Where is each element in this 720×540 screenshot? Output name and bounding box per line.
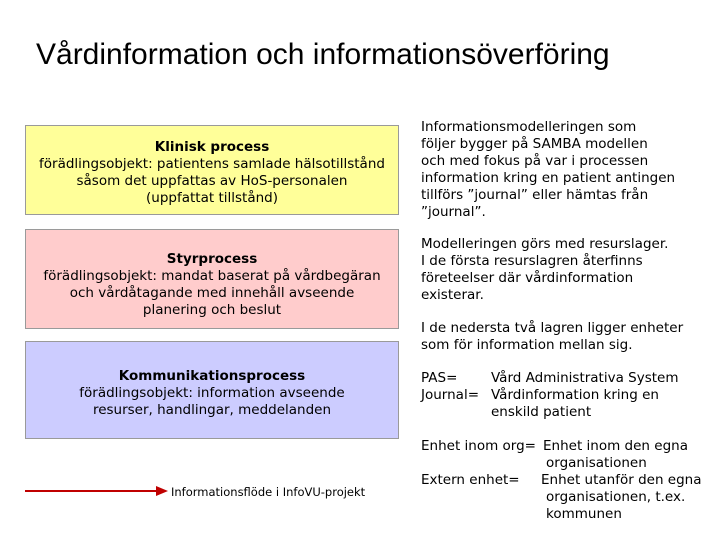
definition-term: PAS= [421, 370, 458, 386]
kommunikationsprocess-box [25, 341, 399, 439]
box-line: planering och beslut [142, 302, 282, 318]
text-line: ”journal”. [421, 204, 486, 220]
definition-value: Enhet inom den egna [543, 438, 688, 454]
text-line: I de nedersta två lagren ligger enheter [421, 320, 684, 336]
box-line: förädlingsobjekt: information avseende [79, 385, 345, 401]
paragraph-resource-layers [421, 236, 711, 304]
definition-term: Extern enhet= [421, 472, 520, 488]
box-line: (uppfattat tillstånd) [146, 190, 278, 206]
text-line: och med fokus på var i processen [421, 153, 649, 169]
text-line: I de första resurslagren återfinns [421, 253, 643, 269]
box-line: förädlingsobjekt: mandat baserat på vårdbegäran [43, 268, 381, 284]
definition-value: Vård Administrativa System [491, 370, 679, 386]
box-line: såsom det uppfattas av HoS-personalen [76, 173, 348, 189]
definition-journal-cont: enskild patient [491, 404, 592, 420]
text-line: existerar. [421, 287, 484, 303]
text-line: följer bygger på SAMBA modellen [421, 136, 648, 152]
legend-label: Informationsflöde i InfoVU-projekt [171, 485, 366, 499]
klinisk-process-box [25, 125, 399, 215]
text-line: företeelser där vårdinformation [421, 270, 634, 286]
definition-term: Journal= [421, 387, 480, 403]
definition-value: Enhet utanför den egna [541, 472, 702, 488]
box-title: Kommunikationsprocess [118, 368, 306, 384]
definition-term: Enhet inom org= [421, 438, 536, 454]
box-line: förädlingsobjekt: patientens samlade hälsotillstånd [39, 156, 385, 172]
definition-extern-cont: kommunen [546, 506, 622, 522]
text-line: Informationsmodelleringen som [421, 119, 637, 135]
text-line: Modelleringen görs med resurslager. [421, 236, 669, 252]
definition-enhet-cont: organisationen [546, 455, 647, 471]
text-line: information kring en patient antingen [421, 170, 676, 186]
arrow-right-icon [156, 486, 168, 496]
box-line: och vårdåtagande med innehåll avseende [69, 285, 355, 301]
legend-arrow-line [25, 490, 158, 492]
paragraph-modelling-intro [421, 119, 711, 221]
text-line: tillförs ”journal” eller hämtas från [421, 187, 649, 203]
paragraph-bottom-layers [421, 320, 711, 354]
text-line: som för information mellan sig. [421, 337, 633, 353]
box-title: Klinisk process [154, 139, 270, 155]
slide-title: Vårdinformation och informationsöverföring [36, 38, 610, 71]
box-title: Styrprocess [166, 251, 258, 267]
styrprocess-box [25, 229, 399, 329]
box-line: resurser, handlingar, meddelanden [92, 402, 332, 418]
definition-value: Vårdinformation kring en [491, 387, 659, 403]
definition-extern-cont: organisationen, t.ex. [546, 489, 686, 505]
